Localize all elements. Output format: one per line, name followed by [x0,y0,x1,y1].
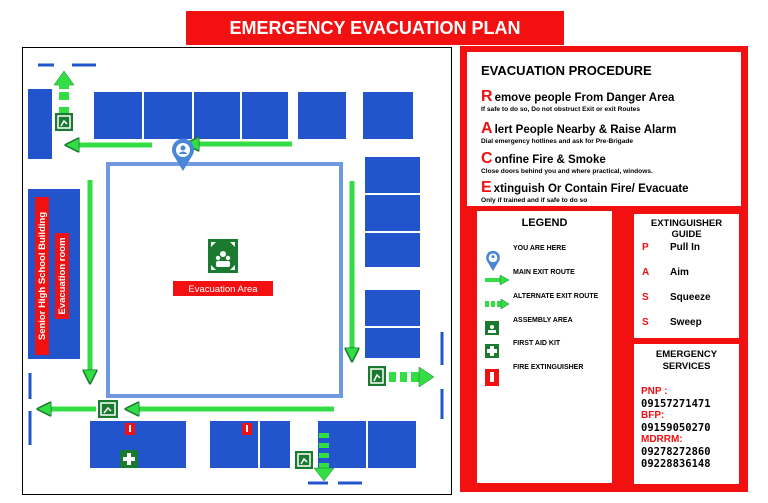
legend-title: LEGEND [521,217,568,229]
step-detail: Close doors behind you and where practical, windows. [481,168,653,175]
you-are-here-icon [485,251,501,271]
agency-name: PNP : [641,386,668,397]
procedure-title: EVACUATION PROCEDURE [481,63,652,78]
step-letter: E [481,179,492,196]
step-letter: A [481,120,493,137]
procedure-step [481,150,653,175]
phone-number: 09278272860 [641,446,711,458]
extinguisher-guide-box [634,214,739,338]
building-block [365,328,420,358]
phone-number: 09228836148 [641,458,711,470]
step-detail: If safe to do so, Do not obstruct Exit or exit Routes [481,106,640,113]
evacuation-procedure-box [467,52,741,206]
building-block [365,233,420,267]
pass-step: P Pull In [642,242,700,253]
legend-box [477,211,612,483]
phone-number: 09159050270 [641,422,711,434]
agency-name: BFP: [641,410,665,421]
building-block [365,290,420,326]
info-panel [460,46,748,492]
step-letter: R [481,88,493,105]
building-block [138,421,186,468]
agency-name: MDRRM: [641,434,683,445]
building-block [242,92,288,139]
building-block [365,195,420,231]
building-block [94,92,142,139]
legend-item-fire-extinguisher: FIRE EXTINGUISHER [513,364,584,371]
exit-sign-icon [368,366,386,386]
pass-step: S Squeeze [642,292,711,303]
assembly-area-icon [485,321,499,335]
floor-map [22,47,452,495]
step-detail: Dial emergency hotlines and ask for Pre-Brigade [481,138,634,145]
pass-step: A Aim [642,267,689,278]
procedure-step [481,88,674,113]
first-aid-kit-icon [485,344,499,358]
step-letter: C [481,150,493,167]
procedure-step [481,120,676,145]
building-block [368,421,416,468]
step-text: lert People Nearby & Raise Alarm [494,124,677,136]
building-block [363,92,413,139]
extinguisher-guide-title: EXTINGUISHER GUIDE [650,218,723,240]
exit-sign-icon [295,451,313,469]
building-label: Evacuation room [57,237,68,315]
building-block [365,157,420,193]
exit-sign-icon [55,113,73,131]
exit-sign-icon [98,400,118,418]
plan-title: EMERGENCY EVACUATION PLAN [186,11,564,45]
legend-item-main-exit: MAIN EXIT ROUTE [513,269,575,276]
fire-extinguisher-icon [242,423,252,435]
evacuation-area-label: Evacuation Area [188,284,258,295]
first-aid-kit-icon [120,450,138,468]
fire-extinguisher-icon [125,423,135,435]
procedure-step [481,179,689,204]
step-text: emove people From Danger Area [494,92,675,104]
pass-step: S Sweep [642,317,702,328]
legend-item-first-aid: FIRST AID KIT [513,340,561,347]
main-exit-route-icon [485,275,509,285]
alternate-exit-route-icon [485,299,509,309]
emergency-services-box [634,344,739,484]
building-block [194,92,240,139]
legend-item-assembly: ASSEMBLY AREA [513,317,573,324]
building-block [144,92,192,139]
step-detail: Only if trained and if safe to do so [481,197,588,204]
building-block [28,89,52,159]
building-block [298,92,346,139]
building-label: Senior High School Building [37,211,48,341]
step-text: onfine Fire & Smoke [494,154,606,166]
legend-item-you-are-here: YOU ARE HERE [513,245,567,252]
step-text: xtinguish Or Contain Fire/ Evacuate [493,183,689,195]
assembly-area-icon [208,239,238,273]
emergency-contacts [641,386,711,470]
emergency-services-title: EMERGENCY SERVICES [655,349,718,372]
phone-number: 09157271471 [641,398,711,410]
building-block [260,421,290,468]
legend-item-alternate-exit: ALTERNATE EXIT ROUTE [513,293,599,300]
fire-extinguisher-icon [485,369,499,386]
